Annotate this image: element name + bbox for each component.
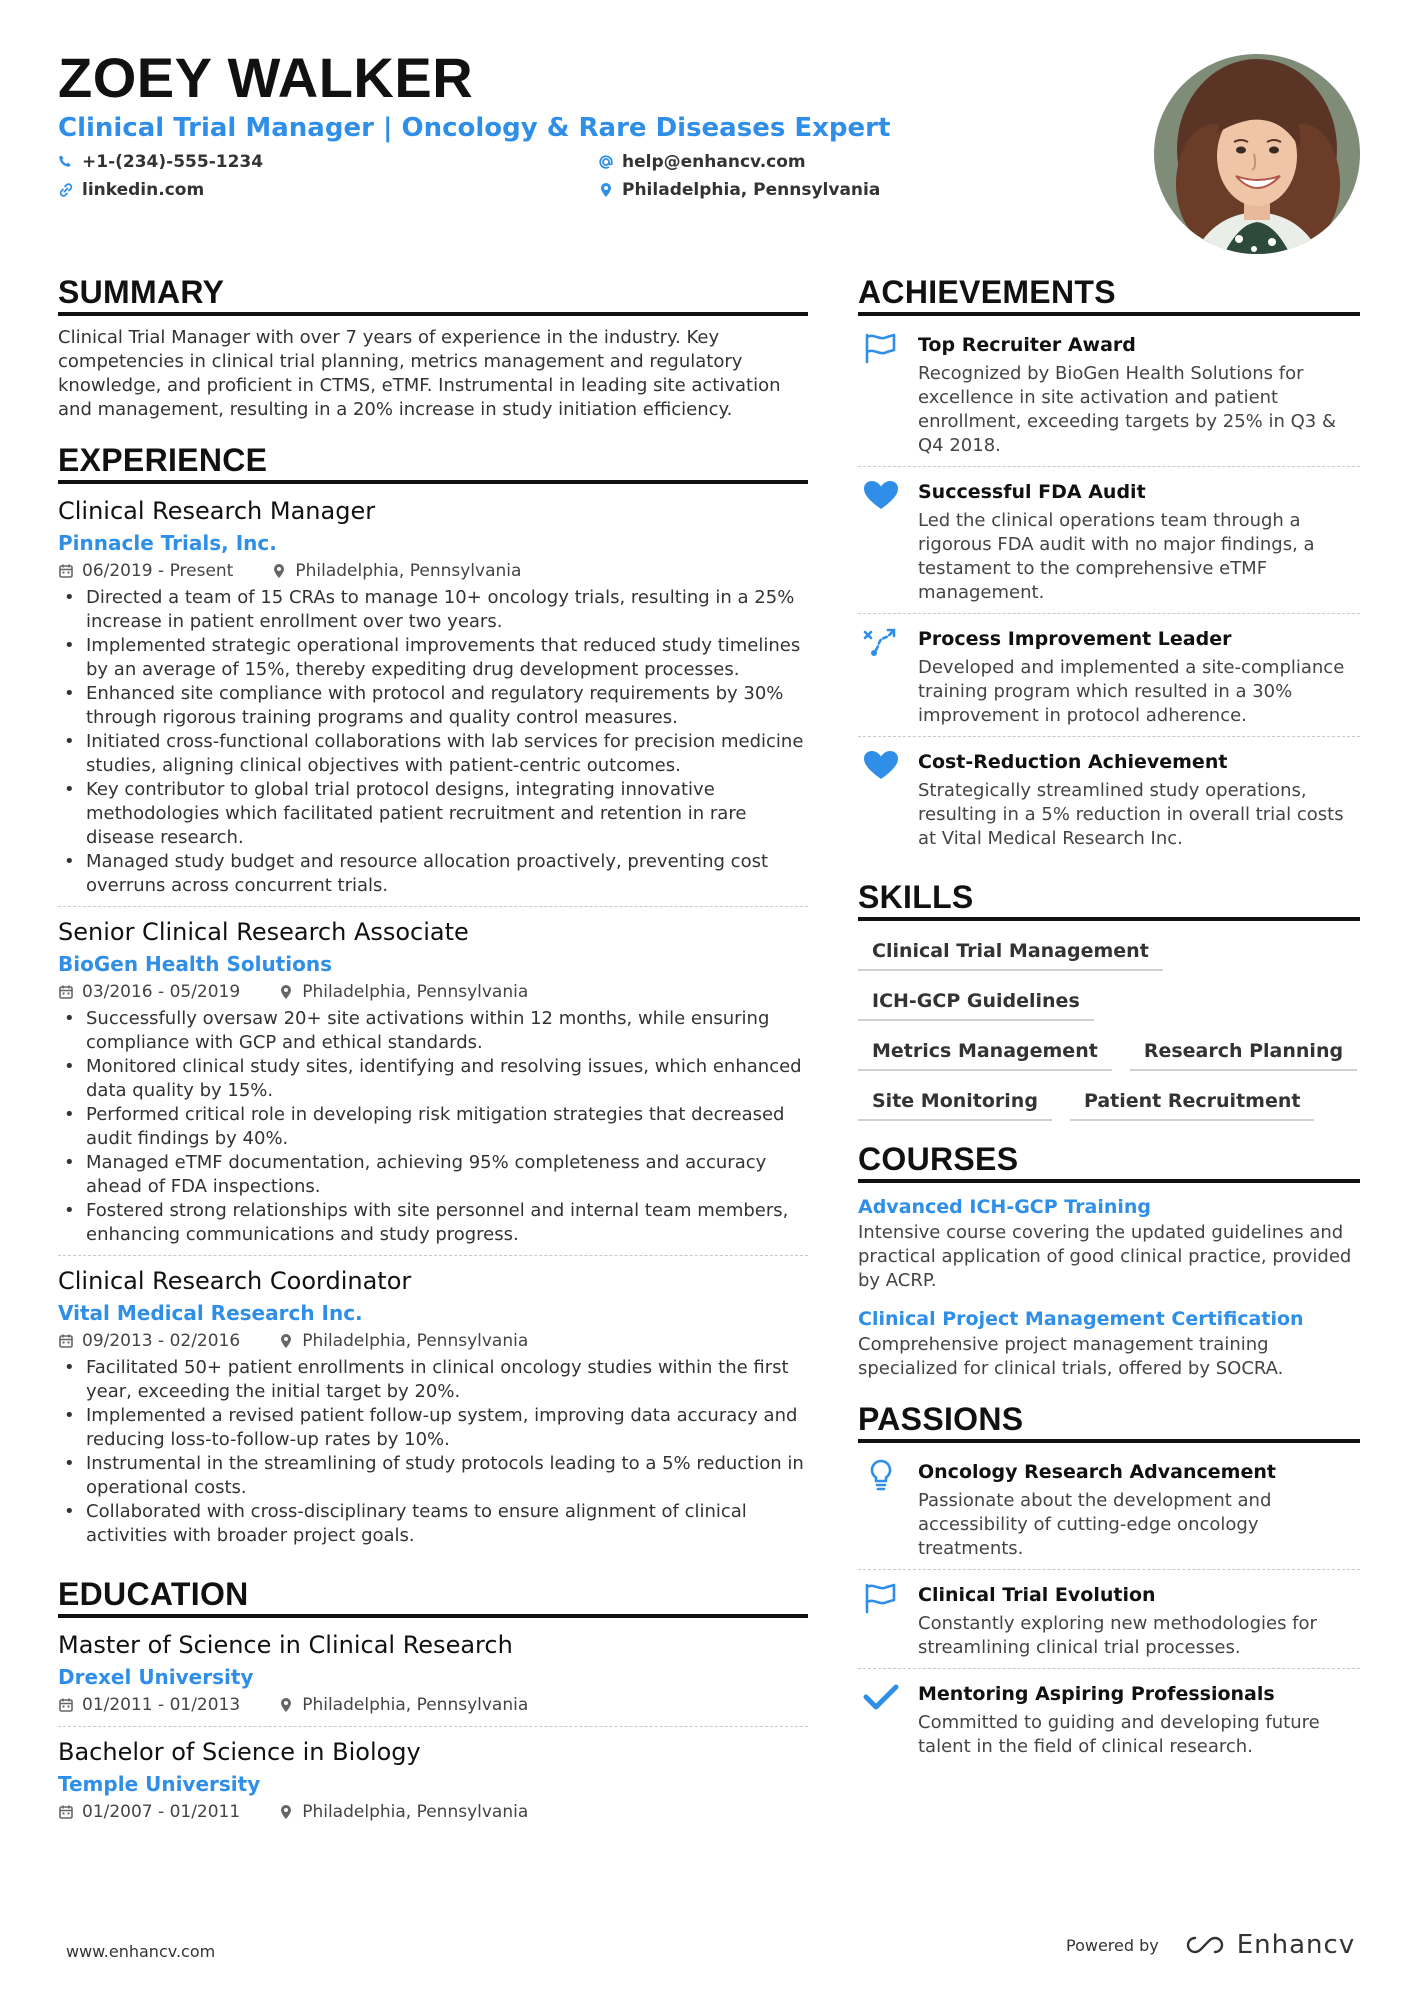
- company-name: Pinnacle Trials, Inc.: [58, 531, 277, 555]
- job-bullets: [58, 1356, 808, 1548]
- location-text: Philadelphia, Pennsylvania: [622, 180, 881, 200]
- passion-desc: Constantly exploring new methodologies for streamlining clinical trial processes.: [918, 1613, 1317, 1658]
- contact-location: [598, 178, 998, 202]
- achievement-desc: Developed and implemented a site-compliance training program which resulted in a 30% improvement in protocol adherence.: [918, 657, 1345, 726]
- skills-section: [858, 877, 1360, 1121]
- passion-item: [858, 1576, 1360, 1669]
- footer-website[interactable]: www.enhancv.com: [66, 1942, 216, 1961]
- left-column: [58, 272, 808, 1851]
- passion-item: [858, 1453, 1360, 1570]
- job-dates: 06/2019 - Present: [82, 561, 234, 581]
- courses-heading: COURSES: [858, 1139, 1360, 1183]
- education-location: Philadelphia, Pennsylvania: [302, 1695, 529, 1715]
- skills-heading: SKILLS: [858, 877, 1360, 921]
- bullet-item: • Key contributor to global trial protocol designs, integrating innovative methodologies which facilitated patient recruitment and retention in rare disease research.: [58, 778, 808, 850]
- job-dates: 03/2016 - 05/2019: [82, 982, 241, 1002]
- experience-section: [58, 440, 808, 1556]
- passion-desc: Passionate about the development and accessibility of cutting-edge oncology treatments.: [918, 1490, 1272, 1559]
- school-name: Temple University: [58, 1772, 261, 1796]
- achievement-title: Successful FDA Audit: [918, 481, 1146, 503]
- location-pin-icon: [278, 1333, 294, 1349]
- education-location: Philadelphia, Pennsylvania: [302, 1802, 529, 1822]
- achievement-title: Process Improvement Leader: [918, 628, 1232, 650]
- skill-tag: ICH-GCP Guidelines: [858, 983, 1094, 1021]
- bullet-item: • Monitored clinical study sites, identifying and resolving issues, which enhanced data quality by 15%.: [58, 1055, 808, 1103]
- achievements-heading: ACHIEVEMENTS: [858, 272, 1360, 316]
- passion-title: Oncology Research Advancement: [918, 1461, 1276, 1483]
- contact-linkedin[interactable]: [58, 178, 598, 202]
- summary-text: Clinical Trial Manager with over 7 years of experience in the industry. Key competencies in clinical trial planning, metrics management and regulatory knowledge, and proficient in CTMS, eTMF. Instrumental in leading site activation and management, resulting in a 20% increase in study initiation efficiency.: [58, 327, 781, 420]
- bullet-item: • Fostered strong relationships with site personnel and internal team members, enhancing communications and study progress.: [58, 1199, 808, 1247]
- job-title: Clinical Research Coordinator: [58, 1267, 412, 1295]
- enhancv-logo-icon: [1183, 1933, 1227, 1957]
- achievement-desc: Led the clinical operations team through a rigorous FDA audit with no major findings, a testament to the comprehensive eTMF management.: [918, 510, 1315, 603]
- bullet-item: • Enhanced site compliance with protocol and regulatory requirements by 30% through rigorous training programs and quality control measures.: [58, 682, 808, 730]
- summary-section: [58, 272, 808, 422]
- skills-list: [858, 931, 1360, 1121]
- degree-title: Bachelor of Science in Biology: [58, 1738, 421, 1766]
- bullet-item: • Facilitated 50+ patient enrollments in clinical oncology studies within the first year, exceeding the initial target by 20%.: [58, 1356, 808, 1404]
- education-meta: [58, 1799, 808, 1825]
- passion-desc: Committed to guiding and developing future talent in the field of clinical research.: [918, 1712, 1320, 1757]
- education-entry: [58, 1628, 808, 1727]
- course-title: Clinical Project Management Certification: [858, 1308, 1304, 1330]
- job-location: Philadelphia, Pennsylvania: [295, 561, 522, 581]
- passion-item: [858, 1675, 1360, 1767]
- course-item: [858, 1193, 1360, 1293]
- job-entry: [58, 494, 808, 907]
- bullet-item: • Initiated cross-functional collaborations with lab services for precision medicine studies, aligning clinical objectives with patient-centric outcomes.: [58, 730, 808, 778]
- location-pin-icon: [271, 563, 287, 579]
- job-entry: [58, 1264, 808, 1556]
- brand-name: Enhancv: [1236, 1930, 1356, 1960]
- email-link[interactable]: help@enhancv.com: [622, 152, 806, 172]
- passions-section: [858, 1399, 1360, 1767]
- courses-section: [858, 1139, 1360, 1381]
- resume-header: [58, 46, 1158, 202]
- education-section: [58, 1574, 808, 1833]
- skill-tag: Patient Recruitment: [1070, 1083, 1315, 1121]
- brand-logo[interactable]: [1183, 1930, 1355, 1960]
- job-bullets: [58, 1007, 808, 1247]
- calendar-icon: [58, 1804, 74, 1820]
- linkedin-link[interactable]: linkedin.com: [82, 180, 205, 200]
- at-icon: [598, 154, 614, 170]
- achievement-title: Top Recruiter Award: [918, 334, 1136, 356]
- bullet-item: • Implemented a revised patient follow-up system, improving data accuracy and reducing loss-to-follow-up rates by 10%.: [58, 1404, 808, 1452]
- education-dates: 01/2011 - 01/2013: [82, 1695, 241, 1715]
- location-pin-icon: [278, 1697, 294, 1713]
- footer-branding: [1066, 1930, 1355, 1960]
- bullet-item: • Performed critical role in developing risk mitigation strategies that decreased audit findings by 40%.: [58, 1103, 808, 1151]
- avatar: [1154, 54, 1360, 254]
- contact-phone: [58, 150, 598, 174]
- job-meta: [58, 1328, 808, 1354]
- heart-icon: [862, 479, 900, 511]
- education-heading: EDUCATION: [58, 1574, 808, 1618]
- achievement-item: [858, 743, 1360, 859]
- phone-icon: [58, 154, 74, 170]
- passions-heading: PASSIONS: [858, 1399, 1360, 1443]
- calendar-icon: [58, 984, 74, 1000]
- education-dates: 01/2007 - 01/2011: [82, 1802, 241, 1822]
- profile-photo: [1154, 54, 1360, 254]
- achievement-item: [858, 473, 1360, 614]
- job-title: Senior Clinical Research Associate: [58, 918, 469, 946]
- achievement-title: Cost-Reduction Achievement: [918, 751, 1228, 773]
- course-title: Advanced ICH-GCP Training: [858, 1196, 1152, 1218]
- candidate-tagline: Clinical Trial Manager | Oncology & Rare Diseases Expert: [58, 113, 891, 143]
- job-bullets: [58, 586, 808, 898]
- bullet-item: • Managed eTMF documentation, achieving 95% completeness and accuracy ahead of FDA inspections.: [58, 1151, 808, 1199]
- bullet-item: • Managed study budget and resource allocation proactively, preventing cost overruns across concurrent trials.: [58, 850, 808, 898]
- heart-icon: [862, 749, 900, 781]
- location-pin-icon: [598, 182, 614, 198]
- skill-tag: Clinical Trial Management: [858, 933, 1163, 971]
- candidate-name: ZOEY WALKER: [58, 46, 474, 109]
- bullet-item: • Directed a team of 15 CRAs to manage 10+ oncology trials, resulting in a 25% increase in patient enrollment over two years.: [58, 586, 808, 634]
- achievement-item: [858, 326, 1360, 467]
- powered-by-label: Powered by: [1066, 1935, 1159, 1955]
- job-meta: [58, 558, 808, 584]
- bullet-item: • Collaborated with cross-disciplinary teams to ensure alignment of clinical activities with broader project goals.: [58, 1500, 808, 1548]
- calendar-icon: [58, 563, 74, 579]
- contact-email[interactable]: [598, 150, 998, 174]
- link-icon: [58, 182, 74, 198]
- location-pin-icon: [278, 1804, 294, 1820]
- checkmark-icon: [862, 1681, 900, 1713]
- degree-title: Master of Science in Clinical Research: [58, 1631, 513, 1659]
- phone-text: +1-(234)-555-1234: [82, 152, 264, 172]
- skill-tag: Metrics Management: [858, 1033, 1112, 1071]
- course-item: [858, 1305, 1360, 1381]
- location-pin-icon: [278, 984, 294, 1000]
- flag-icon: [862, 332, 900, 364]
- route-icon: [862, 626, 900, 658]
- achievements-section: [858, 272, 1360, 859]
- company-name: BioGen Health Solutions: [58, 952, 332, 976]
- skill-tag: Research Planning: [1130, 1033, 1357, 1071]
- school-name: Drexel University: [58, 1665, 254, 1689]
- calendar-icon: [58, 1333, 74, 1349]
- experience-heading: EXPERIENCE: [58, 440, 808, 484]
- achievement-desc: Strategically streamlined study operations, resulting in a 5% reduction in overall trial costs at Vital Medical Research Inc.: [918, 780, 1344, 849]
- summary-heading: SUMMARY: [58, 272, 808, 316]
- right-column: [858, 272, 1360, 1785]
- skill-tag: Site Monitoring: [858, 1083, 1052, 1121]
- bullet-item: • Implemented strategic operational improvements that reduced study timelines by an average of 15%, thereby expediting drug development processes.: [58, 634, 808, 682]
- achievement-desc: Recognized by BioGen Health Solutions for excellence in site activation and patient enrollment, exceeding targets by 25% in Q3 & Q4 2018.: [918, 363, 1337, 456]
- passion-title: Mentoring Aspiring Professionals: [918, 1683, 1275, 1705]
- education-meta: [58, 1692, 808, 1718]
- job-title: Clinical Research Manager: [58, 497, 376, 525]
- lightbulb-icon: [862, 1459, 900, 1491]
- course-desc: Intensive course covering the updated guidelines and practical application of good clinical practice, provided by ACRP.: [858, 1222, 1352, 1291]
- job-location: Philadelphia, Pennsylvania: [302, 1331, 529, 1351]
- job-location: Philadelphia, Pennsylvania: [302, 982, 529, 1002]
- job-dates: 09/2013 - 02/2016: [82, 1331, 241, 1351]
- flag-icon: [862, 1582, 900, 1614]
- passion-title: Clinical Trial Evolution: [918, 1584, 1156, 1606]
- job-meta: [58, 979, 808, 1005]
- bullet-item: • Instrumental in the streamlining of study protocols leading to a 5% reduction in operational costs.: [58, 1452, 808, 1500]
- bullet-item: • Successfully oversaw 20+ site activations within 12 months, while ensuring compliance with GCP and ethical standards.: [58, 1007, 808, 1055]
- education-entry: [58, 1735, 808, 1833]
- company-name: Vital Medical Research Inc.: [58, 1301, 363, 1325]
- job-entry: [58, 915, 808, 1256]
- achievement-item: [858, 620, 1360, 737]
- calendar-icon: [58, 1697, 74, 1713]
- contact-list: [58, 150, 1158, 202]
- course-desc: Comprehensive project management training specialized for clinical trials, offered by SOCRA.: [858, 1334, 1284, 1379]
